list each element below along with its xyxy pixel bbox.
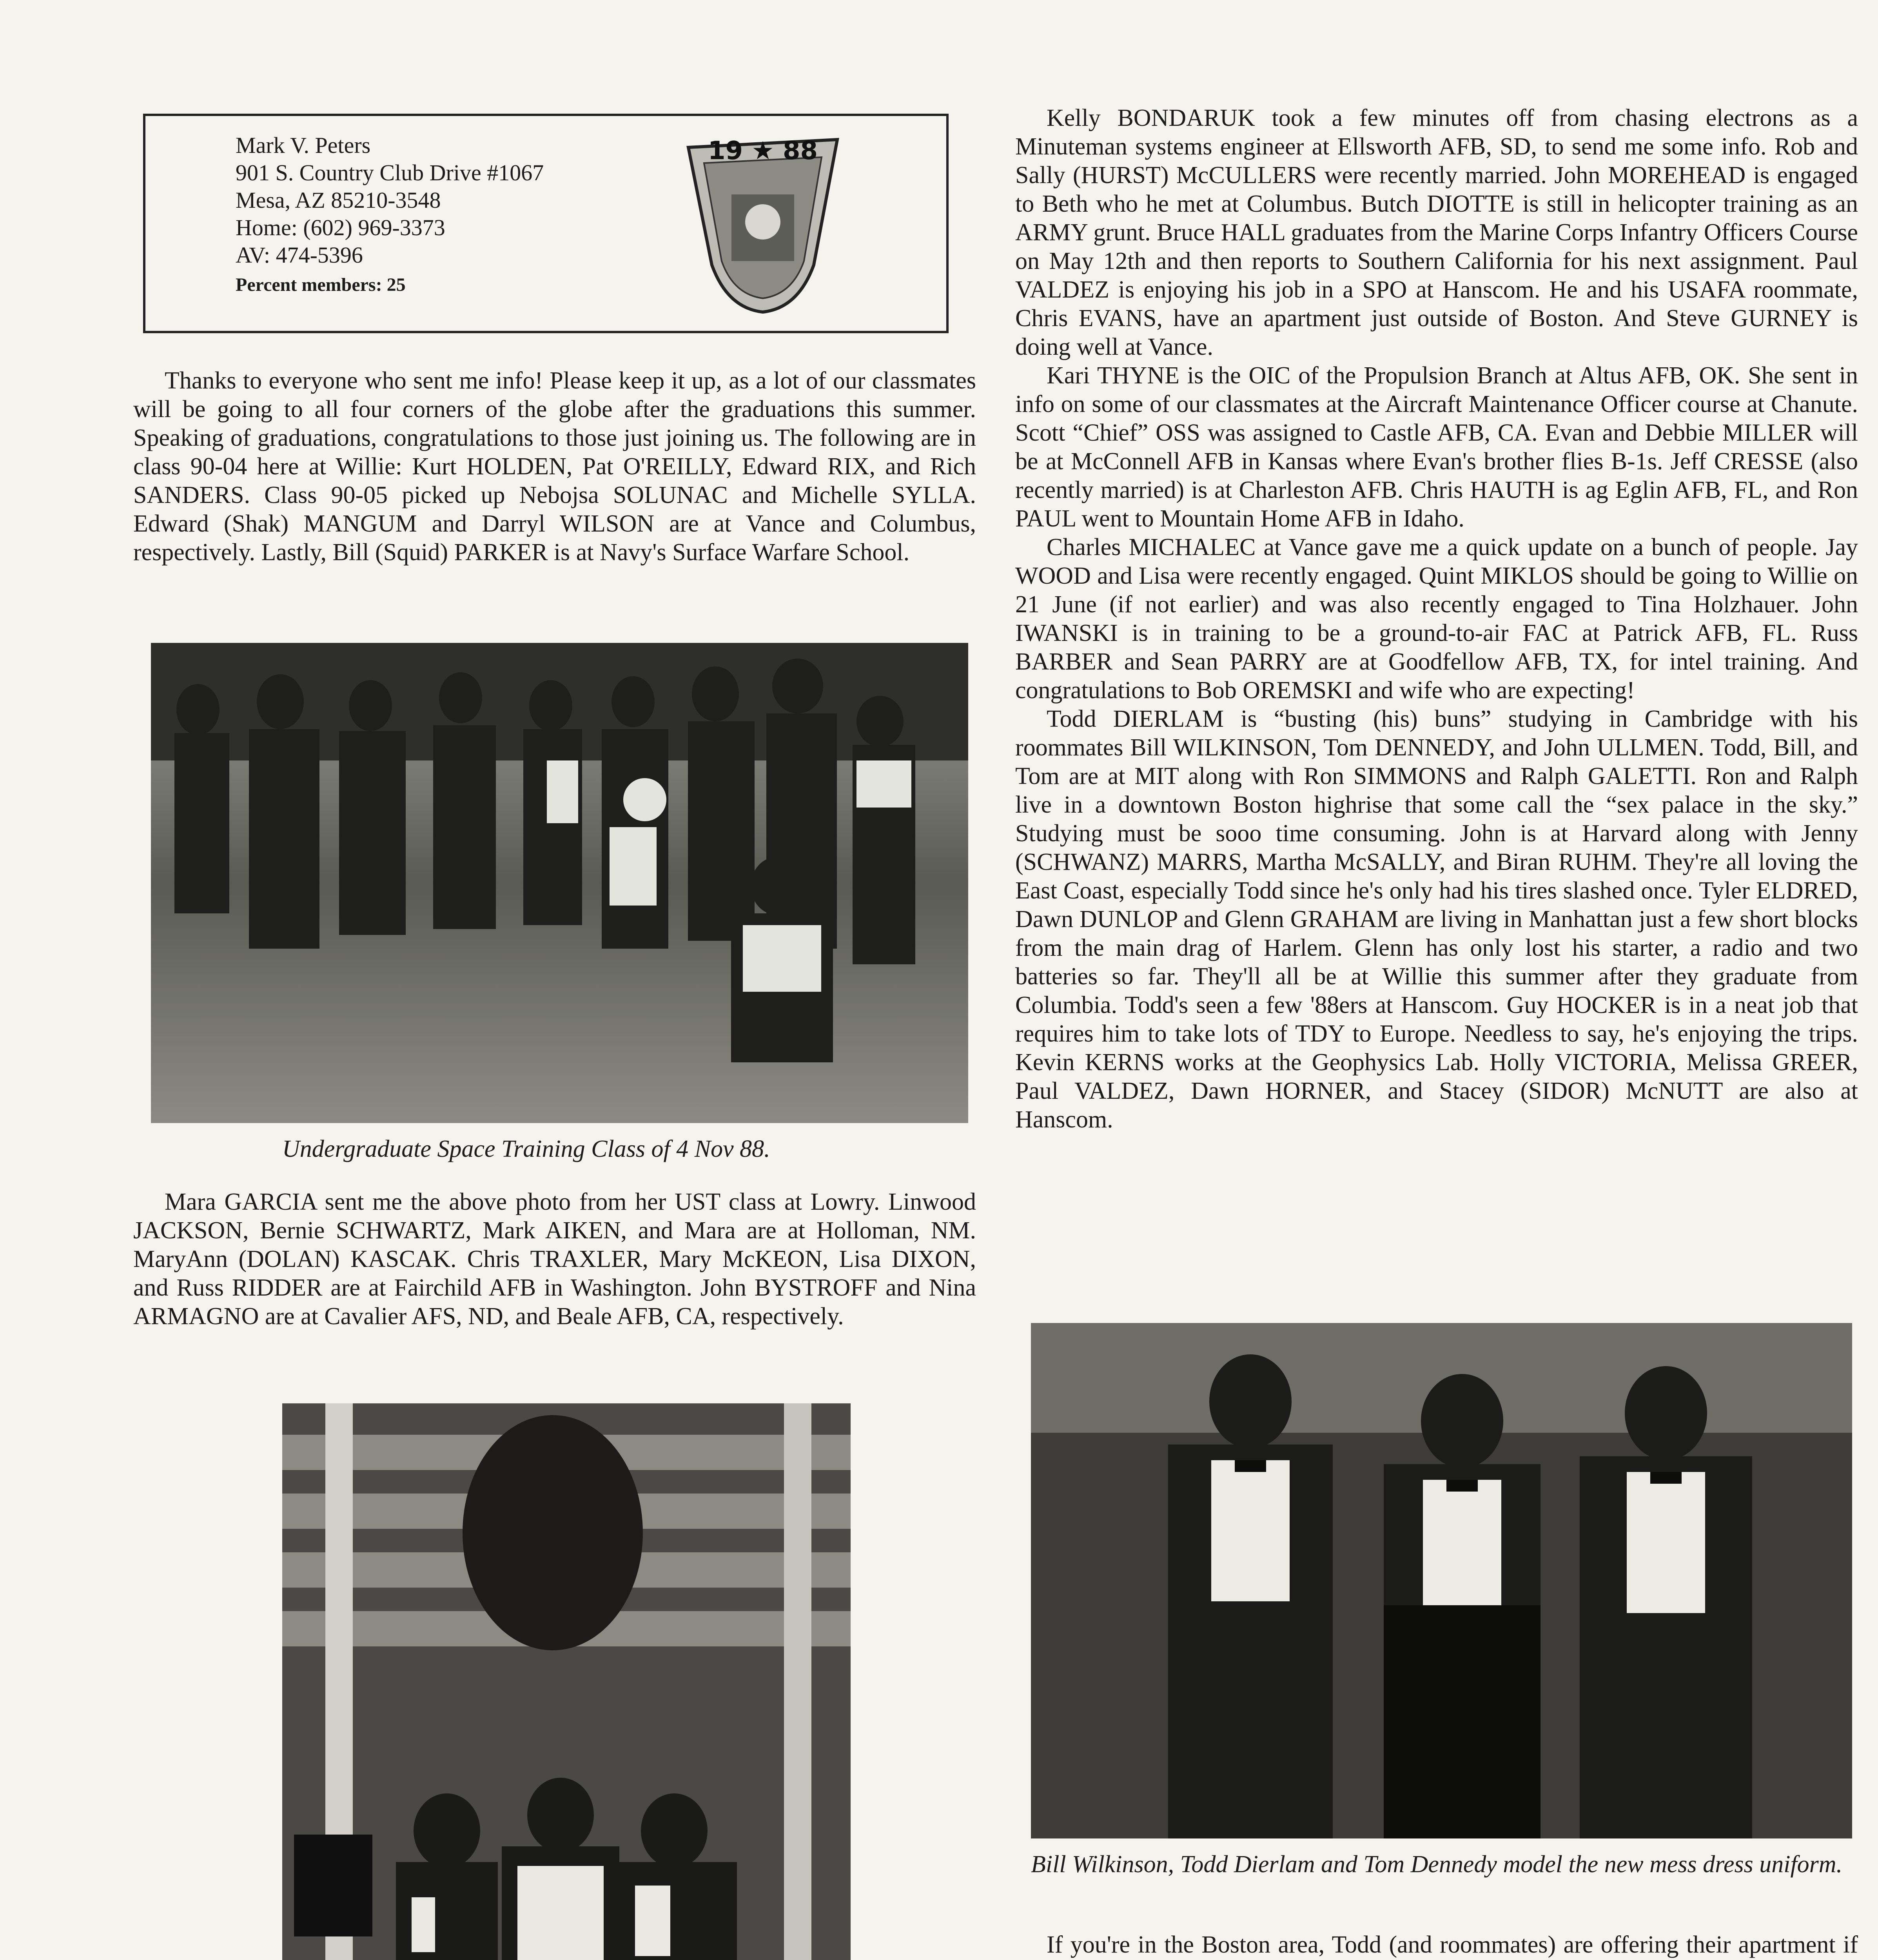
address-line-2: Mesa, AZ 85210-3548 <box>236 187 441 213</box>
contact-info <box>236 132 544 299</box>
bondaruk-paragraph: Kelly BONDARUK took a few minutes off from chasing electrons as a Minuteman systems engineer at Ellsworth AFB, SD, to send me some info. Rob and Sally (HURST) McCULLERS were recently married. John MOREHEAD is engaged to Beth who he met at Columbus. Butch DIOTTE is still in helicopter training as an ARMY grunt. Bruce HALL graduates from the Marine Corps Infantry Officers Course on May 12th and then reports to Southern California for his next assignment. Paul VALDEZ is enjoying his job in a SPO at Hanscom. He and his USAFA roommate, Chris EVANS, have an apartment just outside of Boston. And Steve GURNEY is doing well at Vance. <box>1015 105 1858 360</box>
caption-mess-dress: Bill Wilkinson, Todd Dierlam and Tom Dennedy model the new mess dress uniform. <box>1031 1851 1843 1878</box>
photo-ust-class <box>151 643 968 1123</box>
right-column-closing <box>1015 1931 1858 1960</box>
home-phone: Home: (602) 969-3373 <box>236 215 445 240</box>
photo-mess-dress <box>1031 1323 1852 1838</box>
thyne-paragraph: Kari THYNE is the OIC of the Propulsion Branch at Altus AFB, OK. She sent in info on some of our classmates at the Aircraft Maintenance Officer course at Chanute. Scott “Chief” OSS was assigned to Castle AFB, CA. Evan and Debbie MILLER will be at McConnell AFB in Kansas where Evan's brother flies B-1s. Jeff CRESSE (also recently married) is at Charleston AFB. Chris HAUTH is ag Eglin AFB, FL, and Ron PAUL went to Mountain Home AFB in Idaho. <box>1015 362 1858 532</box>
address-line-1: 901 S. Country Club Drive #1067 <box>236 160 544 185</box>
intro-paragraph: Thanks to everyone who sent me info! Please keep it up, as a lot of our classmates will be going to all four corners of the globe after the graduations this summer. Speaking of graduations, congratulations to those just joining us. The following are in class 90-04 here at Willie: Kurt HOLDEN, Pat O'REILLY, Edward RIX, and Rich SANDERS. Class 90-05 picked up Nebojsa SOLUNAC and Michelle SYLLA. Edward (Shak) MANGUM and Darryl WILSON are at Vance and Columbus, respectively. Lastly, Bill (Squid) PARKER is at Navy's Surface Warfare School. <box>133 367 976 566</box>
right-column-main <box>1015 104 1858 1134</box>
dierlam-paragraph: Todd DIERLAM is “busting (his) buns” studying in Cambridge with his roommates Bill WILKINSON, Tom DENNEDY, and John ULLMEN. Todd, Bill, and Tom are at MIT along with Ron SIMMONS and Ralph GALETTI. Ron and Ralph live in a downtown Boston highrise that some call the “sex palace in the sky.” Studying must be sooo time consuming. John is at Harvard along with Jenny (SCHWANZ) MARRS, Martha McSALLY, and Biran RUHM. They're all loving the East Coast, especially Todd since he's only had his tires slashed once. Tyler ELDRED, Dawn DUNLOP and Glenn GRAHAM are living in Manhattan just a few short blocks from the main drag of Harlem. Glenn has only lost his starter, a radio and two batteries so far. They'll all be at Willie this summer after they graduate from Columbia. Todd's seen a few '88ers at Hanscom. Guy HOCKER is in a neat job that requires him to take lots of TDY to Europe. Needless to say, he's enjoying the trips. Kevin KERNS works at the Geophysics Lab. Holly VICTORIA, Melissa GREER, Paul VALDEZ, Dawn HORNER, and Stacey (SIDOR) McNUTT are also at Hanscom. <box>1015 706 1858 1133</box>
class-crest-logo <box>680 136 845 316</box>
left-column-garcia <box>133 1188 976 1331</box>
caption-ust-class: Undergraduate Space Training Class of 4 Nov 88. <box>282 1136 770 1162</box>
percent-members: Percent members: 25 <box>236 274 406 295</box>
av-phone: AV: 474-5396 <box>236 242 363 268</box>
michalec-paragraph: Charles MICHALEC at Vance gave me a quick update on a bunch of people. Jay WOOD and Lisa were recently engaged. Quint MIKLOS should be going to Willie on 21 June (if not earlier) and was also recently engaged to Tina Holzhauer. John IWANSKI is in training to be a ground-to-air FAC at Patrick AFB, FL. Russ BARBER and Sean PARRY are at Goodfellow AFB, TX, for intel training. And congratulations to Bob OREMSKI and wife who are expecting! <box>1015 534 1858 704</box>
photo-colorado-christmas <box>282 1403 851 1960</box>
boston-paragraph: If you're in the Boston area, Todd (and roommates) are offering their apartment if <box>1047 1931 1858 1958</box>
garcia-paragraph: Mara GARCIA sent me the above photo from her UST class at Lowry. Linwood JACKSON, Bernie SCHWARTZ, Mark AIKEN, and Mara are at Holloman, NM. MaryAnn (DOLAN) KASCAK. Chris TRAXLER, Mary McKEON, Lisa DIXON, and Russ RIDDER are at Fairchild AFB in Washington. John BYSTROFF and Nina ARMAGNO are at Cavalier AFS, ND, and Beale AFB, CA, respectively. <box>133 1189 976 1330</box>
left-column-intro <box>133 367 976 567</box>
crest-year-text: 19 ★ 88 <box>708 136 818 165</box>
class-contact-box <box>143 114 949 333</box>
scribe-name: Mark V. Peters <box>236 132 371 158</box>
